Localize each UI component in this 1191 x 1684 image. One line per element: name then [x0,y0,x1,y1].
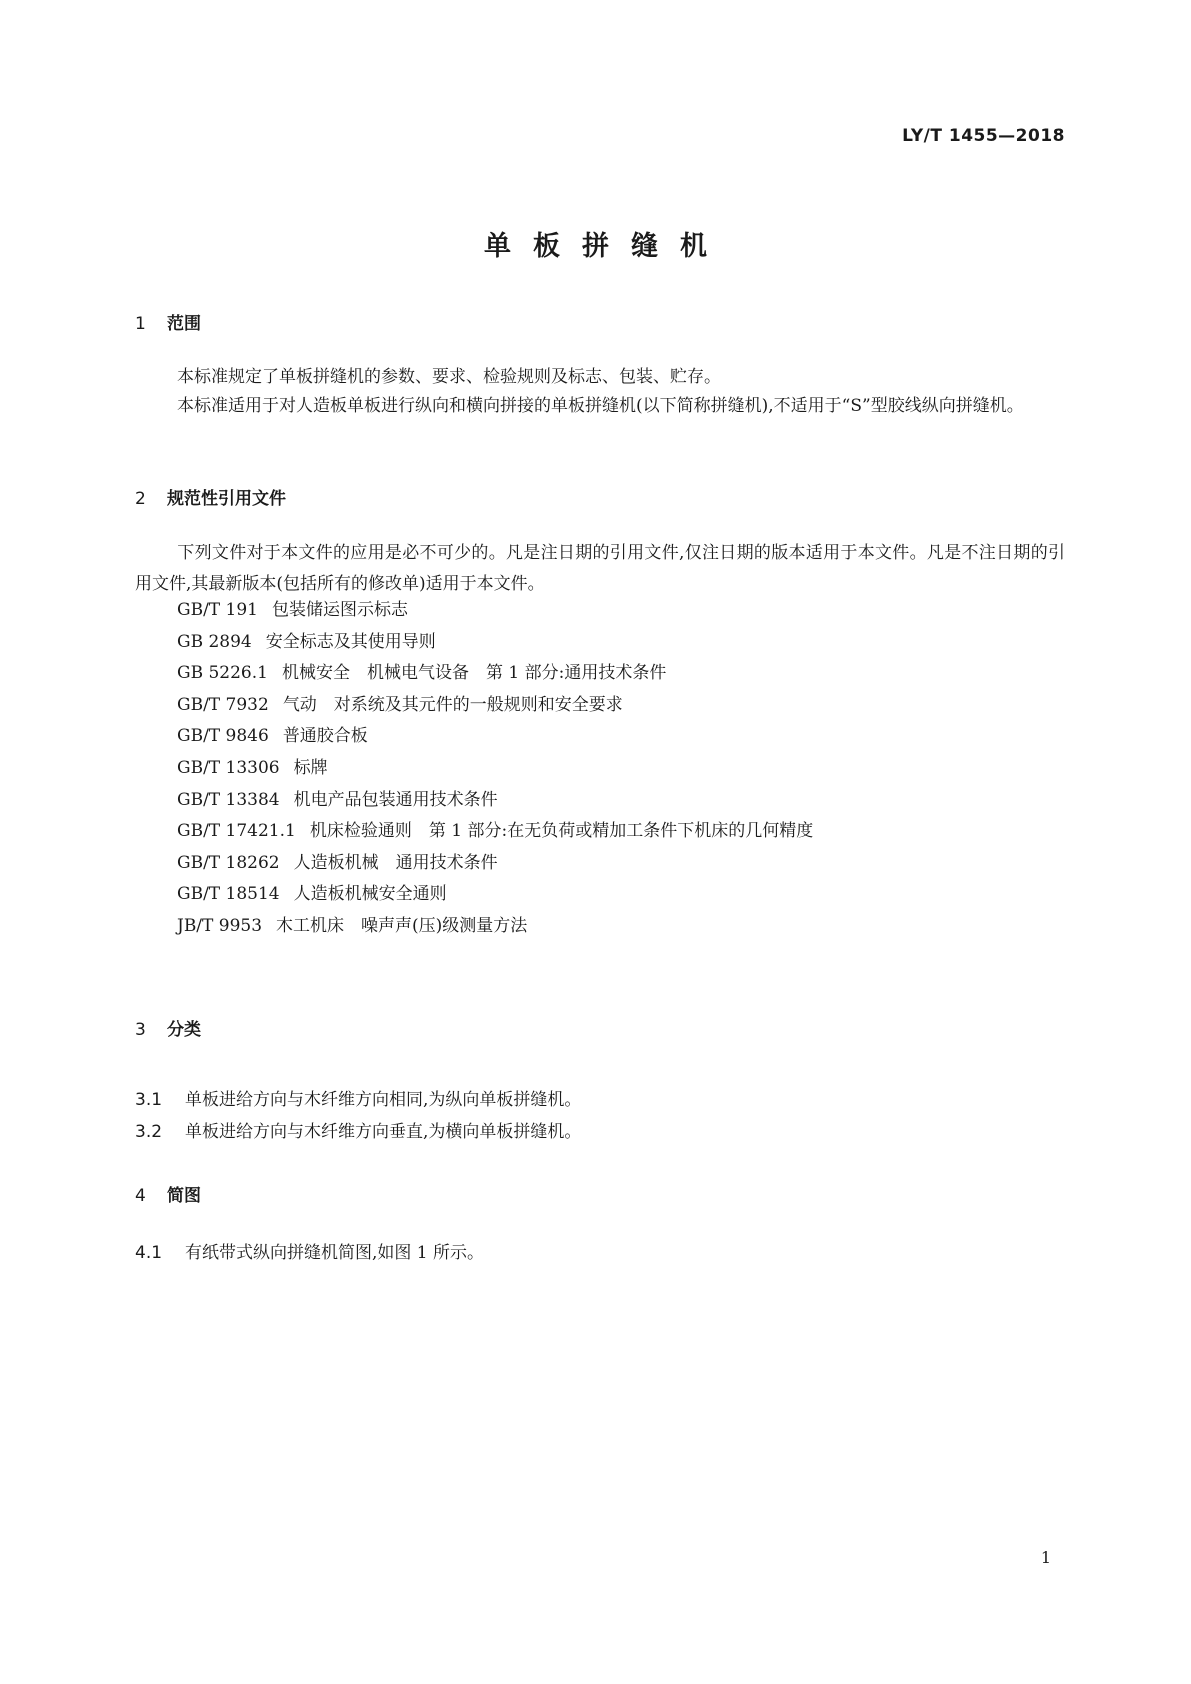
reference-item: GB/T 13306 标牌 [177,757,328,778]
section-title: 简图 [167,1186,201,1206]
section-number: 1 [135,314,146,334]
reference-item: GB/T 9846 普通胶合板 [177,726,368,747]
section-3-heading [135,1015,201,1040]
section-title: 规范性引用文件 [167,489,286,509]
reference-item: GB 2894 安全标志及其使用导则 [177,631,436,652]
reference-list [177,595,813,943]
section-number: 2 [135,489,146,509]
clause-4-1: 4.1 有纸带式纵向拼缝机简图,如图 1 所示。 [135,1243,485,1263]
scope-paragraph-1: 本标准规定了单板拼缝机的参数、要求、检验规则及标志、包装、贮存。 [177,367,721,387]
reference-item: GB/T 13384 机电产品包装通用技术条件 [177,789,498,810]
reference-item: GB/T 17421.1 机床检验通则 第 1 部分:在无负荷或精加工条件下机床的几何精度 [177,821,814,842]
reference-item: GB/T 18514 人造板机械安全通则 [177,884,447,905]
reference-item: GB 5226.1 机械安全 机械电气设备 第 1 部分:通用技术条件 [177,663,667,684]
clause-3-1: 3.1 单板进给方向与木纤维方向相同,为纵向单板拼缝机。 [135,1090,582,1110]
reference-item: GB/T 7932 气动 对系统及其元件的一般规则和安全要求 [177,694,623,715]
scope-paragraph-2: 本标准适用于对人造板单板进行纵向和横向拼接的单板拼缝机(以下简称拼缝机),不适用于“S”型胶线纵向拼缝机。 [177,396,1024,416]
standard-code: LY/T 1455—2018 [902,126,1065,146]
references-intro: 下列文件对于本文件的应用是必不可少的。凡是注日期的引用文件,仅注日期的版本适用于本文件。凡是不注日期的引用文件,其最新版本(包括所有的修改单)适用于本文件。 [135,543,1065,594]
section-title: 范围 [167,314,201,334]
section-1-heading [135,309,201,334]
document-title: 单板拼缝机 [484,231,729,262]
section-2-heading [135,484,286,509]
section-title: 分类 [167,1020,201,1040]
section-4-heading [135,1181,201,1206]
reference-item: GB/T 191 包装储运图示标志 [177,600,408,620]
reference-item: GB/T 18262 人造板机械 通用技术条件 [177,852,498,873]
page-number: 1 [1040,1548,1051,1567]
reference-item: JB/T 9953 木工机床 噪声声(压)级测量方法 [177,915,528,936]
section-number: 3 [135,1020,146,1040]
clause-3-2: 3.2 单板进给方向与木纤维方向垂直,为横向单板拼缝机。 [135,1122,582,1142]
section-number: 4 [135,1186,146,1206]
